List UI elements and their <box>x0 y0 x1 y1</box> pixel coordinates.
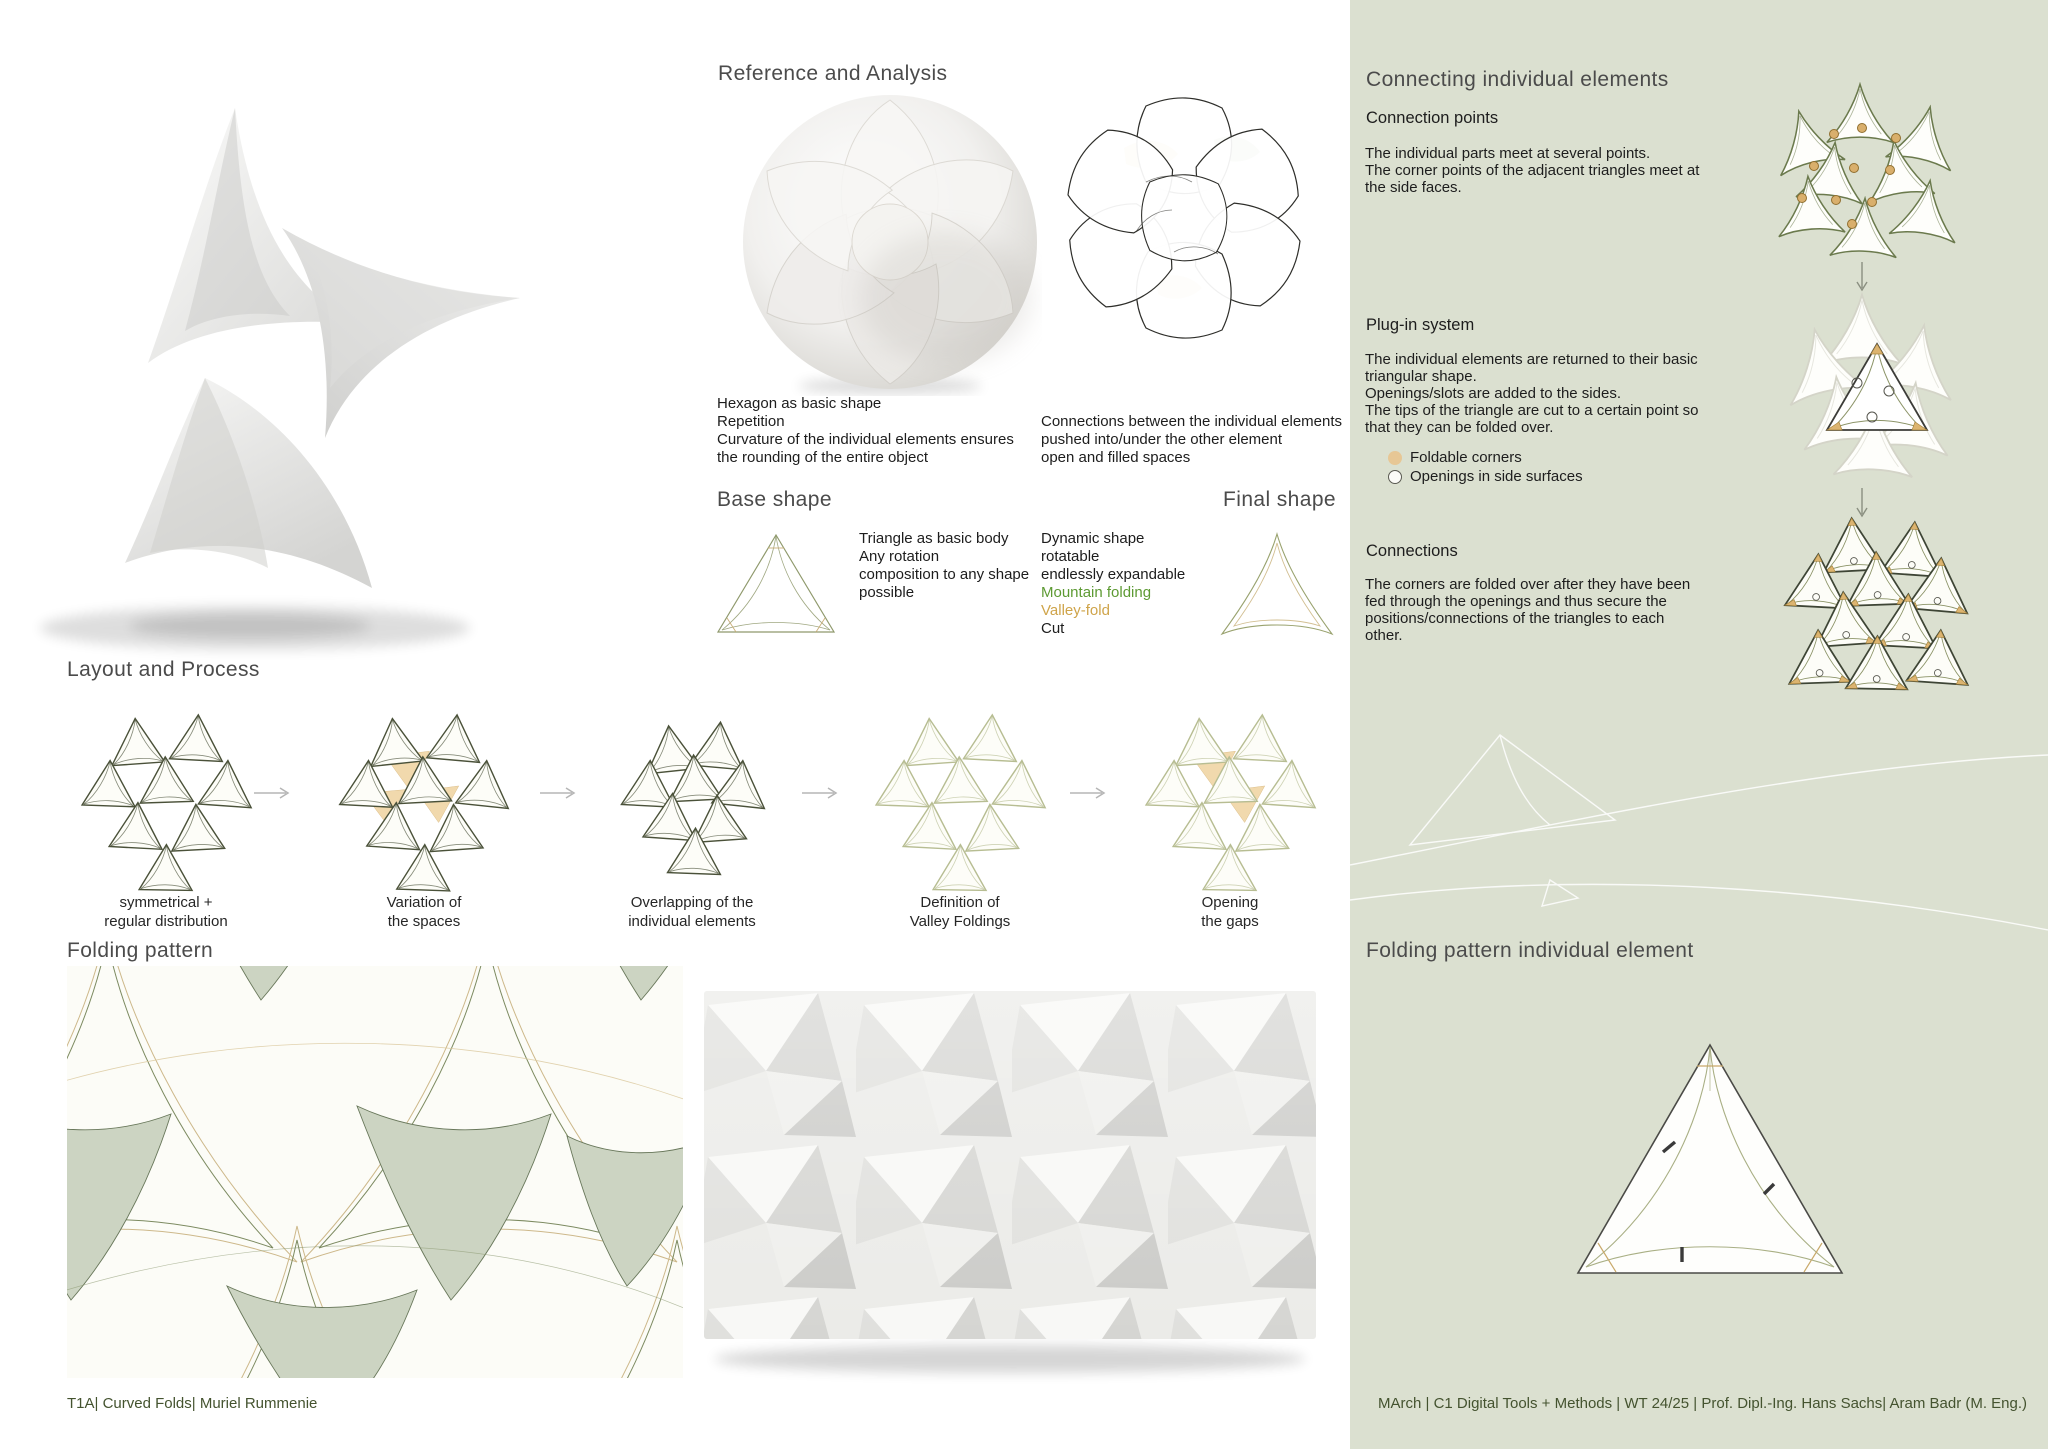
process-step-5-caption: Opening the gaps <box>1201 894 1259 930</box>
process-step-5-diagram <box>1132 700 1328 892</box>
process-step-1-diagram <box>68 700 264 892</box>
final-shape-diagram <box>1216 530 1338 642</box>
plug-in-system-heading: Plug-in system <box>1366 316 1475 334</box>
opening-circle-icon <box>1388 470 1402 484</box>
caption-line: the rounding of the entire object <box>717 449 928 466</box>
connection-points-text: The individual parts meet at several points. The corner points of the adjacent triangles meet at the side faces. <box>1365 145 1700 196</box>
footer-right: MArch | C1 Digital Tools + Methods | WT 24/25 | Prof. Dipl.-Ing. Hans Sachs| Aram Badr (M. Eng.) <box>1378 1395 2028 1412</box>
foldable-corner-dot-icon <box>1388 451 1402 465</box>
hero-curved-folds-render <box>0 48 580 660</box>
process-step-4-caption: Definition of Valley Foldings <box>909 894 1011 930</box>
caption-line: rotatable <box>1041 548 1100 565</box>
plug-in-system-text: The individual elements are returned to their basic triangular shape. Openings/slots are added to the sides. The tips of the triangle are cut to a certain point so that they can be folded over. <box>1365 351 1699 436</box>
connecting-elements-title: Connecting individual elements <box>1366 68 1669 91</box>
caption-line: endlessly expandable <box>1041 566 1186 583</box>
folded-wall-render <box>700 985 1320 1385</box>
arrow-right-icon <box>252 786 296 800</box>
base-shape-caption <box>859 530 1029 602</box>
layout-process-title: Layout and Process <box>67 658 260 681</box>
caption-line: pushed into/under the other element <box>1041 431 1283 448</box>
cut-label: Cut <box>1041 620 1065 637</box>
folding-pattern-element-title: Folding pattern individual element <box>1366 939 1694 962</box>
arrow-right-icon <box>1068 786 1112 800</box>
paper-ball-line-drawing <box>1066 82 1302 350</box>
final-shape-title: Final shape <box>1223 488 1336 511</box>
arrow-right-icon <box>800 786 844 800</box>
caption-line: open and filled spaces <box>1041 449 1191 466</box>
caption-line: possible <box>859 584 915 601</box>
mountain-folding-label: Mountain folding <box>1041 584 1152 601</box>
caption-line: composition to any shape <box>859 566 1030 583</box>
process-step-3-caption: Overlapping of the individual elements <box>628 894 756 930</box>
caption-line: Triangle as basic body <box>859 530 1009 547</box>
caption-line: Any rotation <box>859 548 940 565</box>
caption-line: Hexagon as basic shape <box>717 395 882 412</box>
folding-pattern-title: Folding pattern <box>67 939 214 962</box>
background-sketch-lines <box>1350 695 2048 940</box>
legend-foldable-corners <box>1388 449 1522 466</box>
connections-diagram <box>1768 516 1980 696</box>
individual-element-fold-diagram <box>1570 1035 1850 1285</box>
base-shape-title: Base shape <box>717 488 832 511</box>
legend-openings <box>1388 468 1583 485</box>
legend-label: Openings in side surfaces <box>1410 468 1583 485</box>
process-step-1-caption: symmetrical + regular distribution <box>104 894 228 930</box>
connections-heading: Connections <box>1366 542 1458 560</box>
connection-points-diagram <box>1762 82 1972 264</box>
caption-line: Connections between the individual elements <box>1041 413 1343 430</box>
connections-caption <box>1041 413 1342 467</box>
base-shape-diagram <box>714 532 838 636</box>
hexagon-caption <box>717 395 1014 467</box>
folding-pattern-drawing <box>67 966 683 1378</box>
valley-fold-label: Valley-fold <box>1041 602 1110 619</box>
arrow-right-icon <box>538 786 582 800</box>
plug-in-system-diagram <box>1779 292 1976 484</box>
final-shape-caption <box>1041 530 1185 638</box>
process-step-2-diagram <box>326 700 522 892</box>
caption-line: Dynamic shape <box>1041 530 1145 547</box>
process-step-4-diagram <box>862 700 1058 892</box>
reference-analysis-title: Reference and Analysis <box>718 62 948 85</box>
caption-line: Repetition <box>717 413 785 430</box>
legend-label: Foldable corners <box>1410 449 1522 466</box>
process-step-3-diagram <box>594 700 790 892</box>
process-step-2-caption: Variation of the spaces <box>386 894 462 930</box>
connection-points-heading: Connection points <box>1366 109 1499 127</box>
caption-line: Curvature of the individual elements ensures <box>717 431 1014 448</box>
connections-text: The corners are folded over after they have been fed through the openings and thus secure the positions/connections of the triangles to each other. <box>1365 576 1691 644</box>
footer-left: T1A| Curved Folds| Muriel Rummenie <box>67 1395 318 1412</box>
arrow-down-icon <box>1855 262 1869 296</box>
paper-ball-photo <box>738 92 1042 396</box>
